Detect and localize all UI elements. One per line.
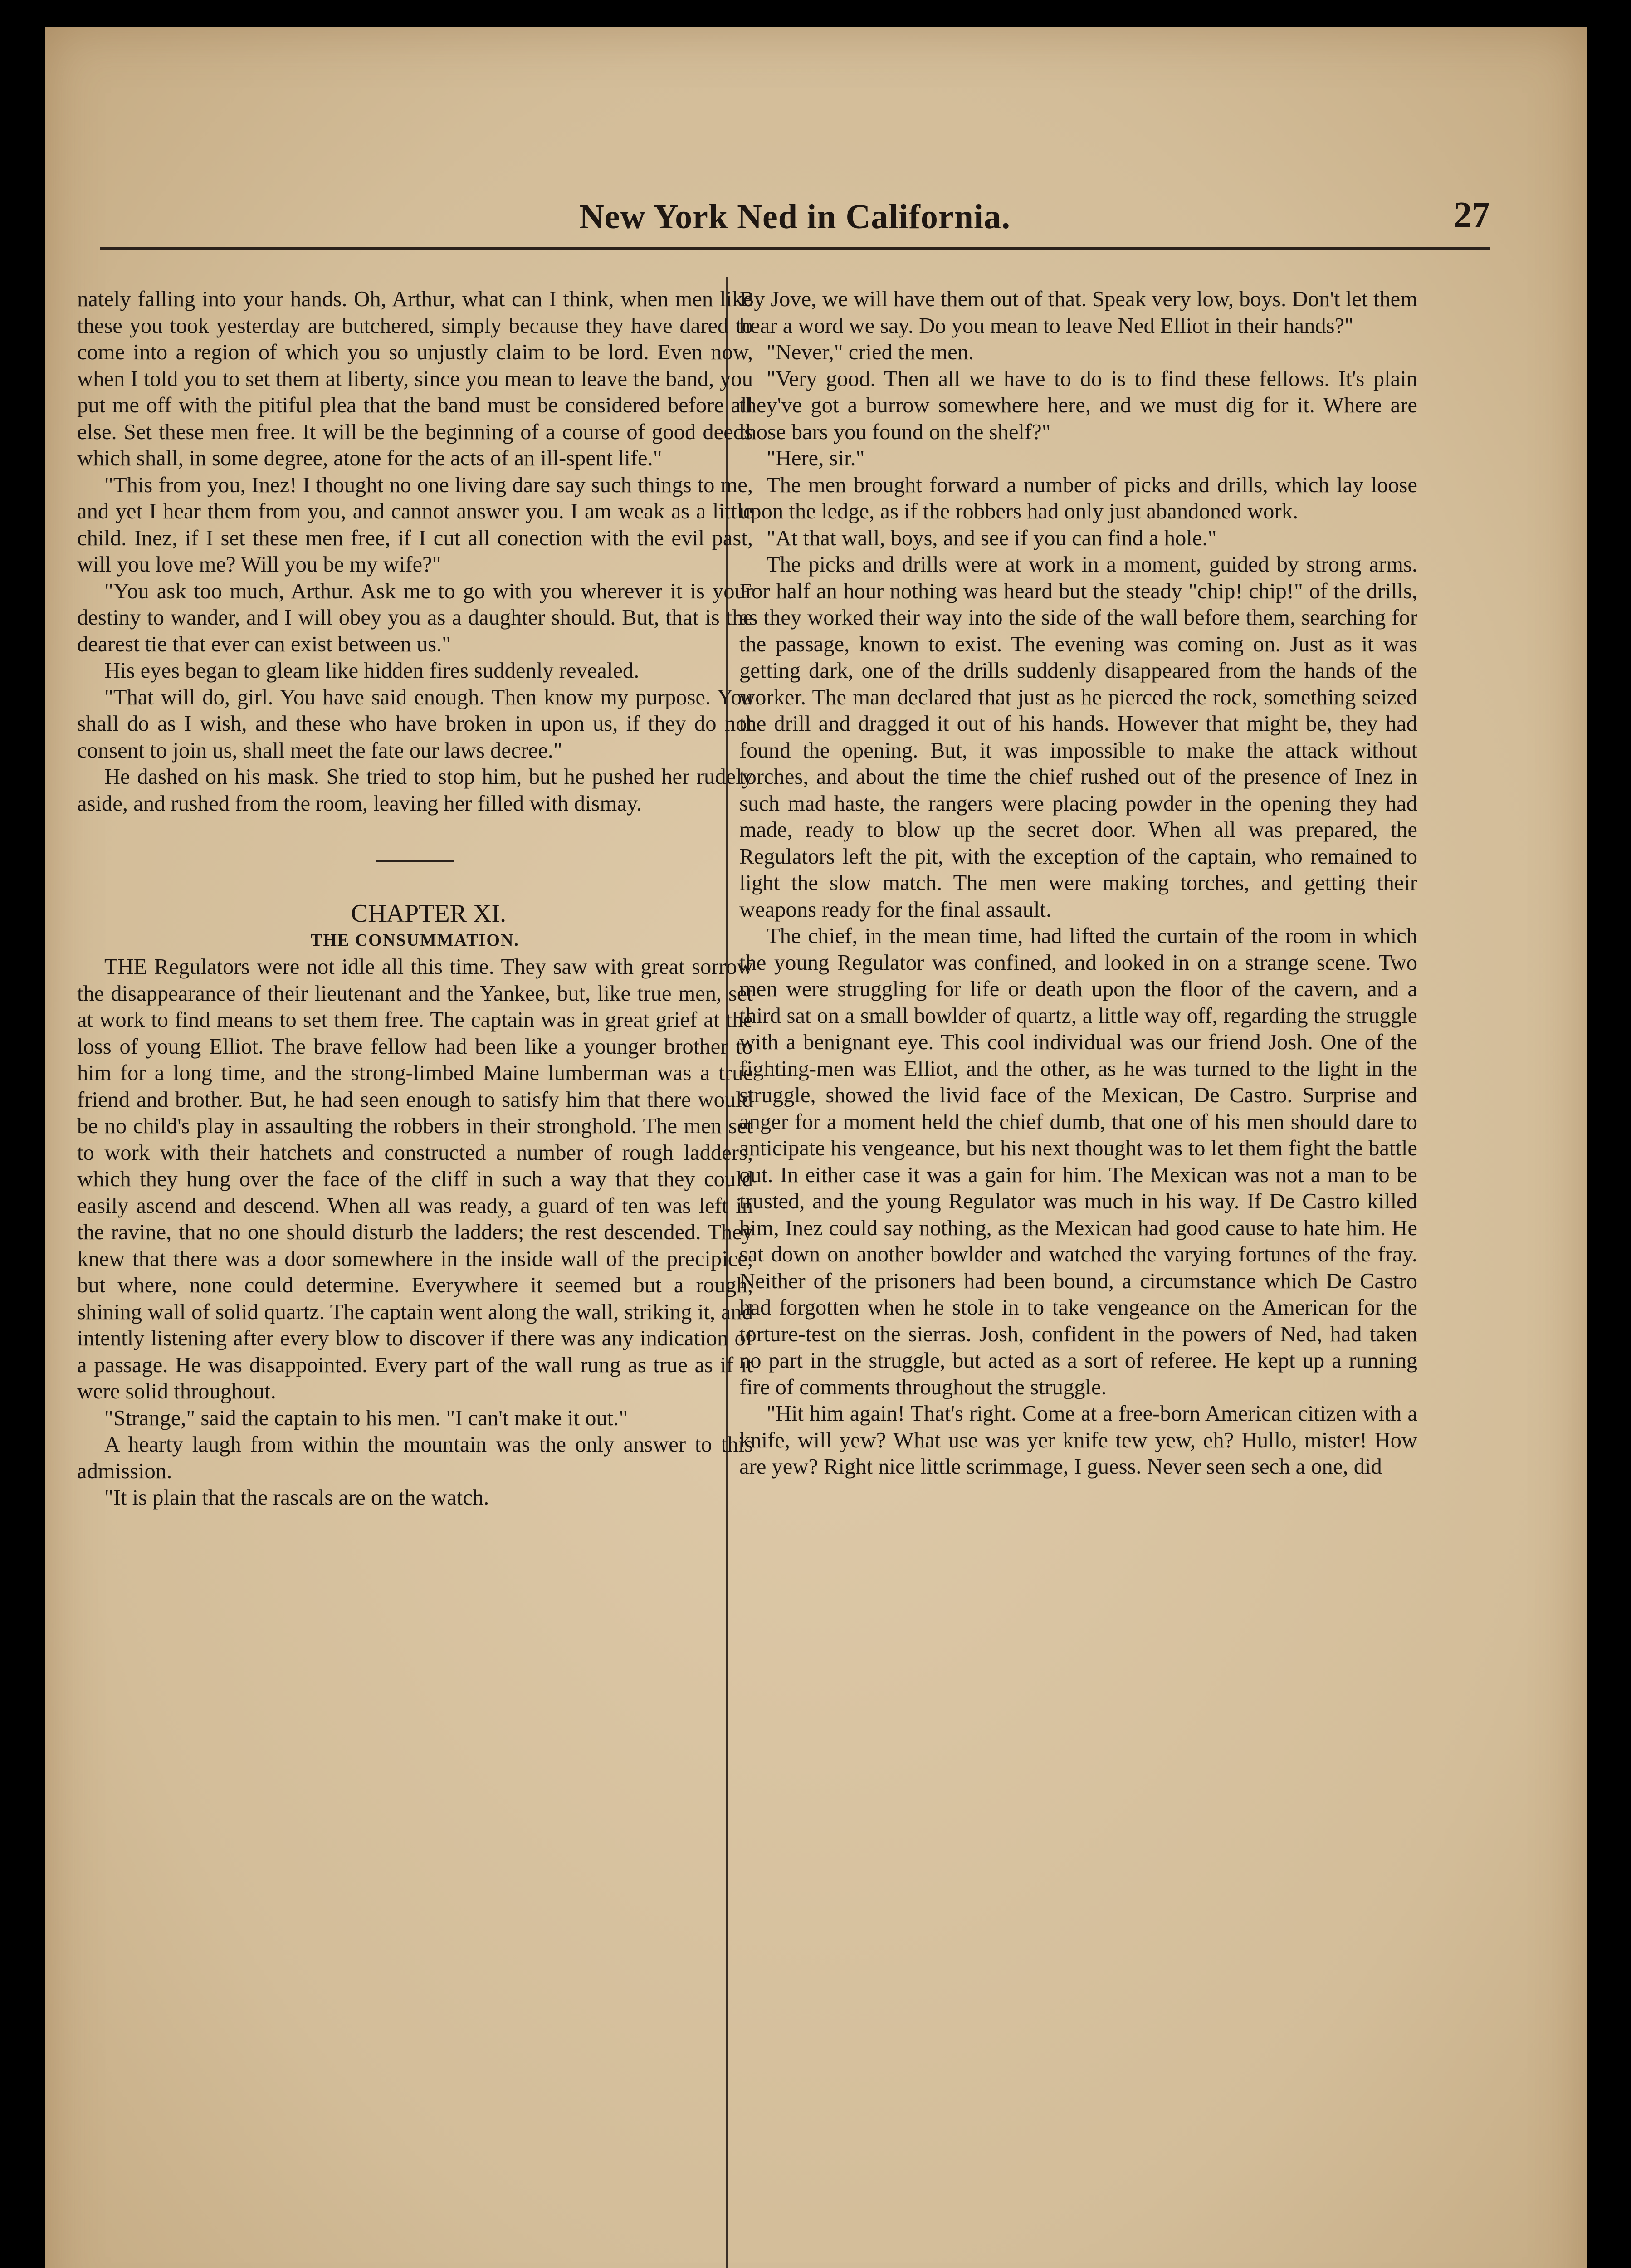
paragraph: "This from you, Inez! I thought no one living dare say such things to me, and yet I hear them from you, and cannot answer you. I am weak as a little child. Inez, if I set these men free, if I cut all conection with the evil past, will you love me? Will you be my wife?"	[77, 472, 753, 577]
paragraph: The men brought forward a number of picks and drills, which lay loose upon the ledge, as if the robbers had only just abandoned work.	[739, 472, 1417, 523]
paragraph: "At that wall, boys, and see if you can find a hole."	[767, 525, 1217, 550]
paragraph: "Here, sir."	[767, 446, 865, 470]
paragraph: THE Regulators were not idle all this time. They saw with great sorrow the disappearance of their lieutenant and the Yankee, but, like true men, set at work to find means to set them free. The captain was in great grief at the loss of young Elliot. The brave fellow had been like a younger brother to him for a long time, and the strong-limbed Maine lumberman was a true friend and brother. But, he had seen enough to satisfy him that there would be no child's play in assaulting the robbers in their stronghold. The men set to work with their hatchets and constructed a number of rough ladders, which they hung over the face of the cliff in such a way that they could easily ascend and descend. When all was ready, a guard of ten was left in the ravine, that no one should disturb the ladders; the rest descended. They knew that there was a door somewhere in the inside wall of the precipice, but where, none could determine. Everywhere it seemed but a rough, shining wall of solid quartz. The captain went along the wall, striking it, and intently listening after every blow to discover if there was any indication of a passage. He was disappointed. Every part of the wall rung as true as if it were solid throughout.	[77, 954, 753, 1403]
chapter-title: CHAPTER XI.	[351, 899, 507, 928]
paragraph: "It is plain that the rascals are on the watch.	[104, 1485, 489, 1510]
paragraph: "Never," cried the men.	[767, 340, 974, 364]
page-header	[100, 197, 1490, 270]
paragraph: The picks and drills were at work in a moment, guided by strong arms. For half an hour nothing was heard but the steady "chip! chip!" of the drills, as they worked their way into the side of the wall before them, searching for the passage, known to exist. The evening was coming on. Just as it was getting dark, one of the drills suddenly disappeared from the hands of the worker. The man declared that just as he pierced the rock, something seized the drill and dragged it out of his hands. However that might be, they had found the opening. But, it was impossible to make the attack without torches, and about the time the chief rushed out of the presence of Inez in such mad haste, the rangers were placing powder in the opening they had made, ready to blow up the secret door. When all was prepared, the Regulators left the pit, with the exception of the captain, who remained to light the slow match. The men were making torches, and getting their weapons ready for the final assault.	[739, 552, 1417, 922]
paragraph: nately falling into your hands. Oh, Arthur, what can I think, when men like these you took yesterday are butchered, simply because they have dared to come into a region of which you so unjustly claim to be lord. Even now, when I told you to set them at liberty, since you mean to leave the band, you put me off with the pitiful plea that the band must be considered before all else. Set these men free. It will be the beginning of a course of good deeds which shall, in some degree, atone for the acts of an ill-spent life."	[77, 287, 753, 470]
right-column	[739, 286, 1417, 1480]
paragraph: "Hit him again! That's right. Come at a free-born American citizen with a knife, will yew? What use was yer knife tew yew, eh? Hullo, mister! How are yew? Right nice little scrimmage, I guess. Never seen sech a one, did	[739, 1401, 1417, 1479]
paragraph: The chief, in the mean time, had lifted the curtain of the room in which the young Regulator was confined, and looked in on a strange scene. Two men were struggling for life or death upon the floor of the cavern, and a third sat on a small bowlder of quartz, a little way off, regarding the struggle with a benignant eye. This cool individual was our friend Josh. One of the fighting-men was Elliot, and the other, as he was turned to the light in the struggle, showed the livid face of the Mexican, De Castro. Surprise and anger for a moment held the chief dumb, that one of his men should dare to anticipate his vengeance, but his next thought was to let them fight the battle out. In either case it was a gain for him. The Mexican was not a man to be trusted, and the young Regulator was much in his way. If De Castro killed him, Inez could say nothing, as the Mexican had good cause to hate him. He sat down on another bowlder and watched the varying fortunes of the fray. Neither of the prisoners had been bound, a circumstance which De Castro had forgotten when he stole in to take vengeance on the American for the torture-test on the sierras. Josh, confident in the powers of Ned, had taken no part in the struggle, but acted as a sort of referee. He kept up a running fire of comments throughout the struggle.	[739, 924, 1417, 1399]
running-title: New York Ned in California.	[579, 198, 1011, 236]
paragraph: A hearty laugh from within the mountain was the only answer to this admission.	[77, 1432, 753, 1483]
header-rule	[100, 247, 1490, 250]
paragraph: His eyes began to gleam like hidden fires suddenly revealed.	[104, 658, 640, 683]
paragraph: By Jove, we will have them out of that. Speak very low, boys. Don't let them hear a word we say. Do you mean to leave Ned Elliot in their hands?"	[739, 287, 1417, 338]
paragraph: "That will do, girl. You have said enough. Then know my purpose. You shall do as I wish, and these who have broken in upon us, if they do not consent to join us, shall meet the fate our laws decree."	[77, 684, 753, 763]
chapter-subtitle: THE CONSUMMATION.	[311, 930, 519, 950]
paragraph: He dashed on his mask. She tried to stop him, but he pushed her rudely aside, and rushed from the room, leaving her filled with dismay.	[77, 764, 753, 816]
paragraph: "Very good. Then all we have to do is to find these fellows. It's plain they've got a burrow somewhere here, and we must dig for it. Where are those bars you found on the shelf?"	[739, 366, 1417, 444]
paragraph: "Strange," said the captain to his men. "I can't make it out."	[104, 1405, 628, 1430]
section-separator	[376, 860, 454, 862]
paragraph: "You ask too much, Arthur. Ask me to go with you wherever it is your destiny to wander, and I will obey you as a daughter should. But, that is the dearest tie that ever can exist between us."	[77, 578, 753, 656]
left-column	[77, 286, 753, 1511]
page-number: 27	[1454, 195, 1490, 235]
